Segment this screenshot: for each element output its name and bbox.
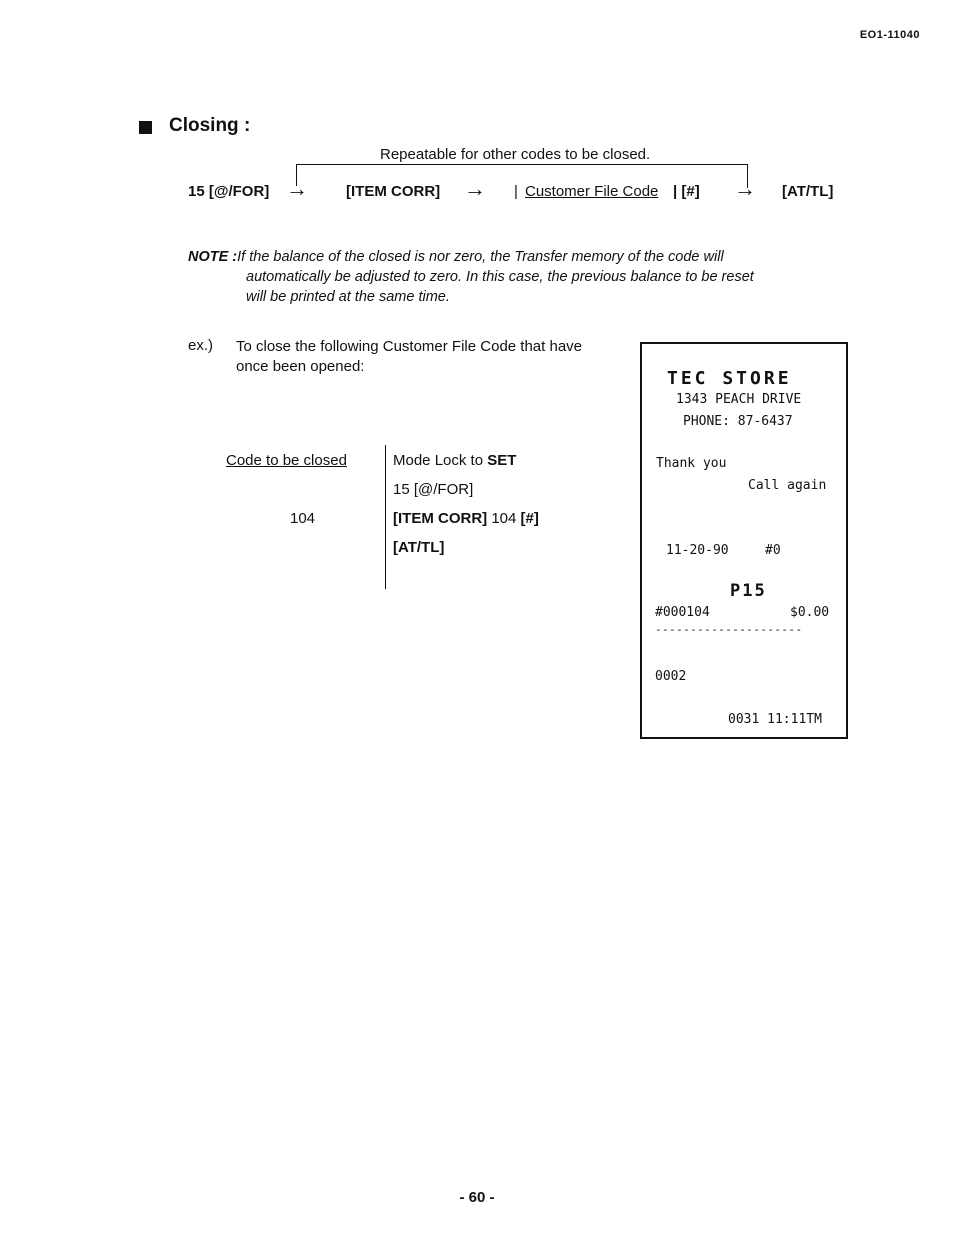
flow-step-for-key: 15 [@/FOR] bbox=[188, 183, 270, 200]
step-item-corr: [ITEM CORR] 104 [#] bbox=[393, 510, 539, 527]
receipt-call-again: Call again bbox=[748, 478, 827, 493]
receipt bbox=[640, 342, 848, 739]
loop-line-top bbox=[296, 164, 748, 165]
receipt-title: P15 bbox=[730, 581, 767, 601]
arrow-icon: → bbox=[286, 176, 308, 201]
repeat-note: Repeatable for other codes to be closed. bbox=[380, 146, 651, 163]
arrow-icon: → bbox=[464, 176, 486, 201]
receipt-date: 11-20-90 bbox=[666, 543, 729, 558]
note-label: NOTE : bbox=[188, 249, 238, 265]
document-id: EO1-11040 bbox=[859, 29, 920, 41]
flow-step-at-tl: [AT/TL] bbox=[782, 183, 834, 200]
receipt-thanks: Thank you bbox=[656, 456, 727, 471]
receipt-store-name: TEC STORE bbox=[667, 368, 792, 389]
receipt-number: #0 bbox=[765, 543, 781, 558]
receipt-rule: --------------------- bbox=[655, 623, 803, 636]
section-title: Closing : bbox=[169, 115, 251, 136]
step-for-key: 15 [@/FOR] bbox=[393, 481, 474, 498]
arrow-icon: → bbox=[734, 176, 756, 201]
flow-step-hash-key: | [#] bbox=[673, 183, 700, 200]
receipt-phone: PHONE: 87-6437 bbox=[683, 414, 793, 429]
note-line-3: will be printed at the same time. bbox=[246, 289, 450, 305]
note-line-2: automatically be adjusted to zero. In this case, the previous balance to be reset bbox=[246, 269, 754, 285]
example-label: ex.) bbox=[188, 337, 214, 354]
flow-bar: | bbox=[514, 183, 518, 200]
receipt-footer: 0031 11:11TM bbox=[728, 712, 822, 727]
receipt-address: 1343 PEACH DRIVE bbox=[676, 392, 802, 407]
step-at-tl: [AT/TL] bbox=[393, 539, 445, 556]
code-value: 104 bbox=[290, 510, 316, 527]
section-bullet bbox=[139, 121, 152, 134]
step-mode-lock: Mode Lock to SET bbox=[393, 452, 517, 469]
flow-step-item-corr: [ITEM CORR] bbox=[346, 183, 441, 200]
receipt-consecutive: 0002 bbox=[655, 669, 687, 684]
example-text: To close the following Customer File Code that have once been opened: bbox=[236, 338, 583, 375]
flow-step-customer-file-code: Customer File Code bbox=[525, 183, 659, 200]
receipt-code: #000104 bbox=[655, 605, 710, 620]
note-line-1: If the balance of the closed is nor zero, the Transfer memory of the code will bbox=[237, 249, 724, 265]
receipt-amount: $0.00 bbox=[790, 605, 830, 620]
code-column-header: Code to be closed bbox=[226, 452, 347, 469]
note-block bbox=[188, 247, 848, 307]
page-number: - 60 - bbox=[459, 1189, 495, 1206]
table-divider bbox=[385, 445, 386, 589]
